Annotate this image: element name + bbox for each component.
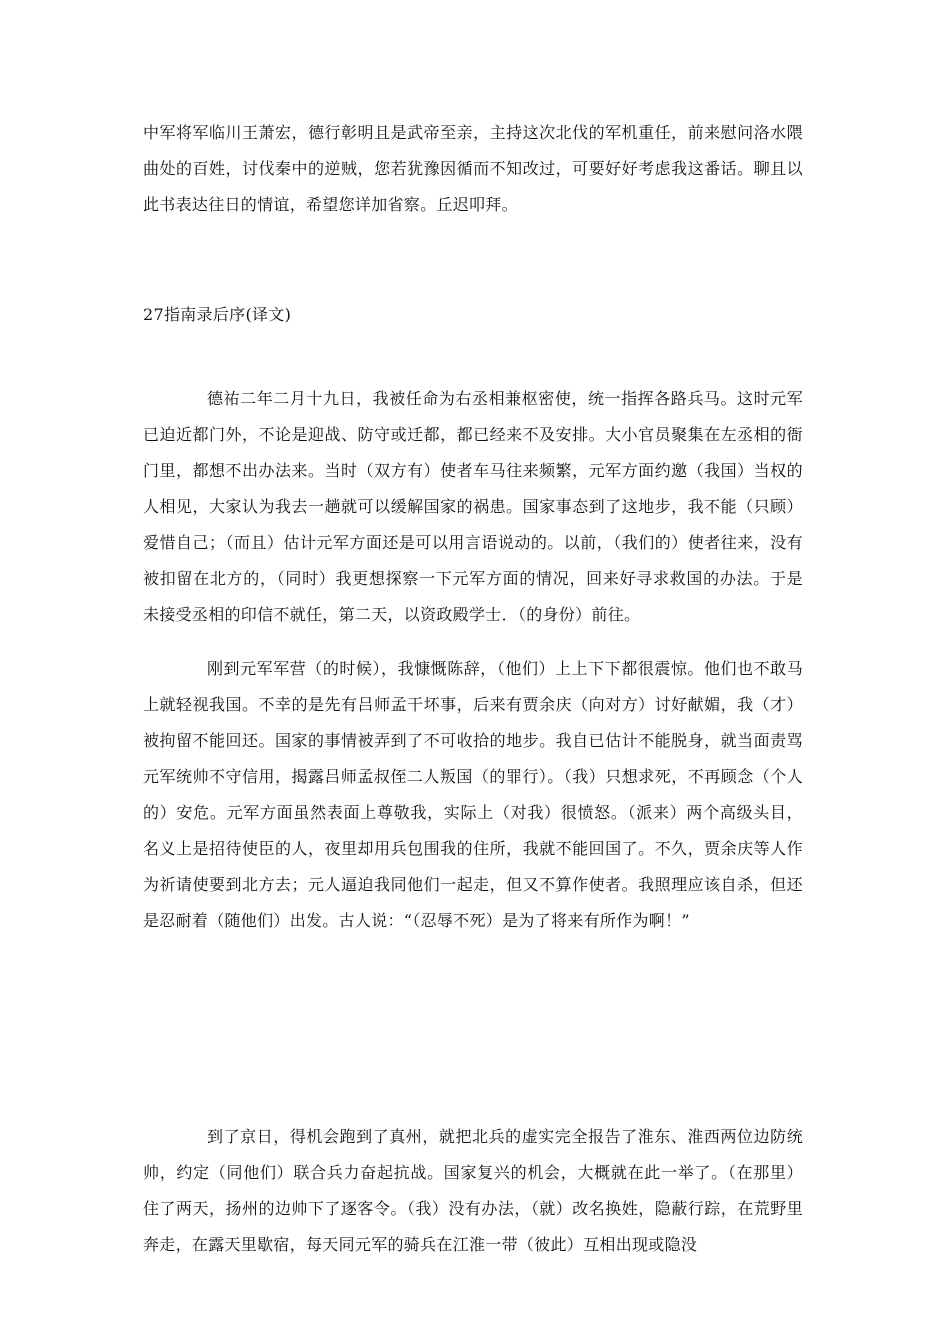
body-paragraph-text: 刚到元军军营（的时候），我慷慨陈辞，（他们）上上下下都很震惊。他们也不敢马上就轻视我国。不幸的是先有吕师孟干坏事，后来有贾余庆（向对方）讨好献媚，我（才）被拘留不能回还。国家的事情被弄到了不可收拾的地步。我自已估计不能脱身，就当面责骂元军统帅不守信用，揭露吕师孟叔侄二人叛国（的罪行）。（我）只想求死，不再顾念（个人的）安危。元军方面虽然表面上尊敬我，实际上（对我）很愤怒。（派来）两个高级头目，名义上是招待使臣的人，夜里却用兵包围我的住所，我就不能回国了。不久，贾余庆等人作为祈请使要到北方去；元人逼迫我同他们一起走，但又不算作使者。我照理应该自杀，但还是忍耐着（随他们）出发。古人说：“（忍辱不死）是为了将来有所作为啊！”: [143, 659, 803, 930]
body-paragraph-text: 德祐二年二月十九日，我被任命为右丞相兼枢密使，统一指挥各路兵马。这时元军已迫近都门外，不论是迎战、防守或迁都，都已经来不及安排。大小官员聚集在左丞相的衙门里，都想不出办法来。当时（双方有）使者车马往来频繁，元军方面约邀（我国）当权的人相见，大家认为我去一趟就可以缓解国家的祸患。国家事态到了这地步，我不能（只顾）爱惜自己；（而且）估计元军方面还是可以用言语说动的。以前，（我们的）使者往来，没有被扣留在北方的，（同时）我更想探察一下元军方面的情况，回来好寻求救国的办法。于是未接受丞相的印信不就任，第二天，以资政殿学士．（的身份）前往。: [143, 389, 803, 624]
body-paragraph-text: 到了京日，得机会跑到了真州，就把北兵的虚实完全报告了淮东、淮西两位边防统帅，约定（同他们）联合兵力奋起抗战。国家复兴的机会，大概就在此一举了。（在那里）住了两天，扬州的边帅下了逐客令。（我）没有办法，（就）改名换姓，隐蔽行踪，在荒野里奔走，在露天里歇宿，每天同元军的骑兵在江淮一带（彼此）互相出现或隐没: [143, 1127, 803, 1254]
section-title: [143, 297, 803, 333]
body-paragraph: [143, 381, 803, 633]
body-paragraph: [143, 651, 803, 939]
intro-paragraph: [143, 115, 803, 223]
intro-paragraph-text: 中军将军临川王萧宏，德行彰明且是武帝至亲，主持这次北伐的军机重任，前来慰问洛水隈曲处的百姓，讨伐秦中的逆贼，您若犹豫因循而不知改过，可要好好考虑我这番话。聊且以此书表达往日的情谊，希望您详加省察。丘迟叩拜。: [143, 123, 803, 214]
section-title-text: 27指南录后序(译文): [143, 305, 292, 324]
body-paragraph: [143, 1119, 803, 1263]
